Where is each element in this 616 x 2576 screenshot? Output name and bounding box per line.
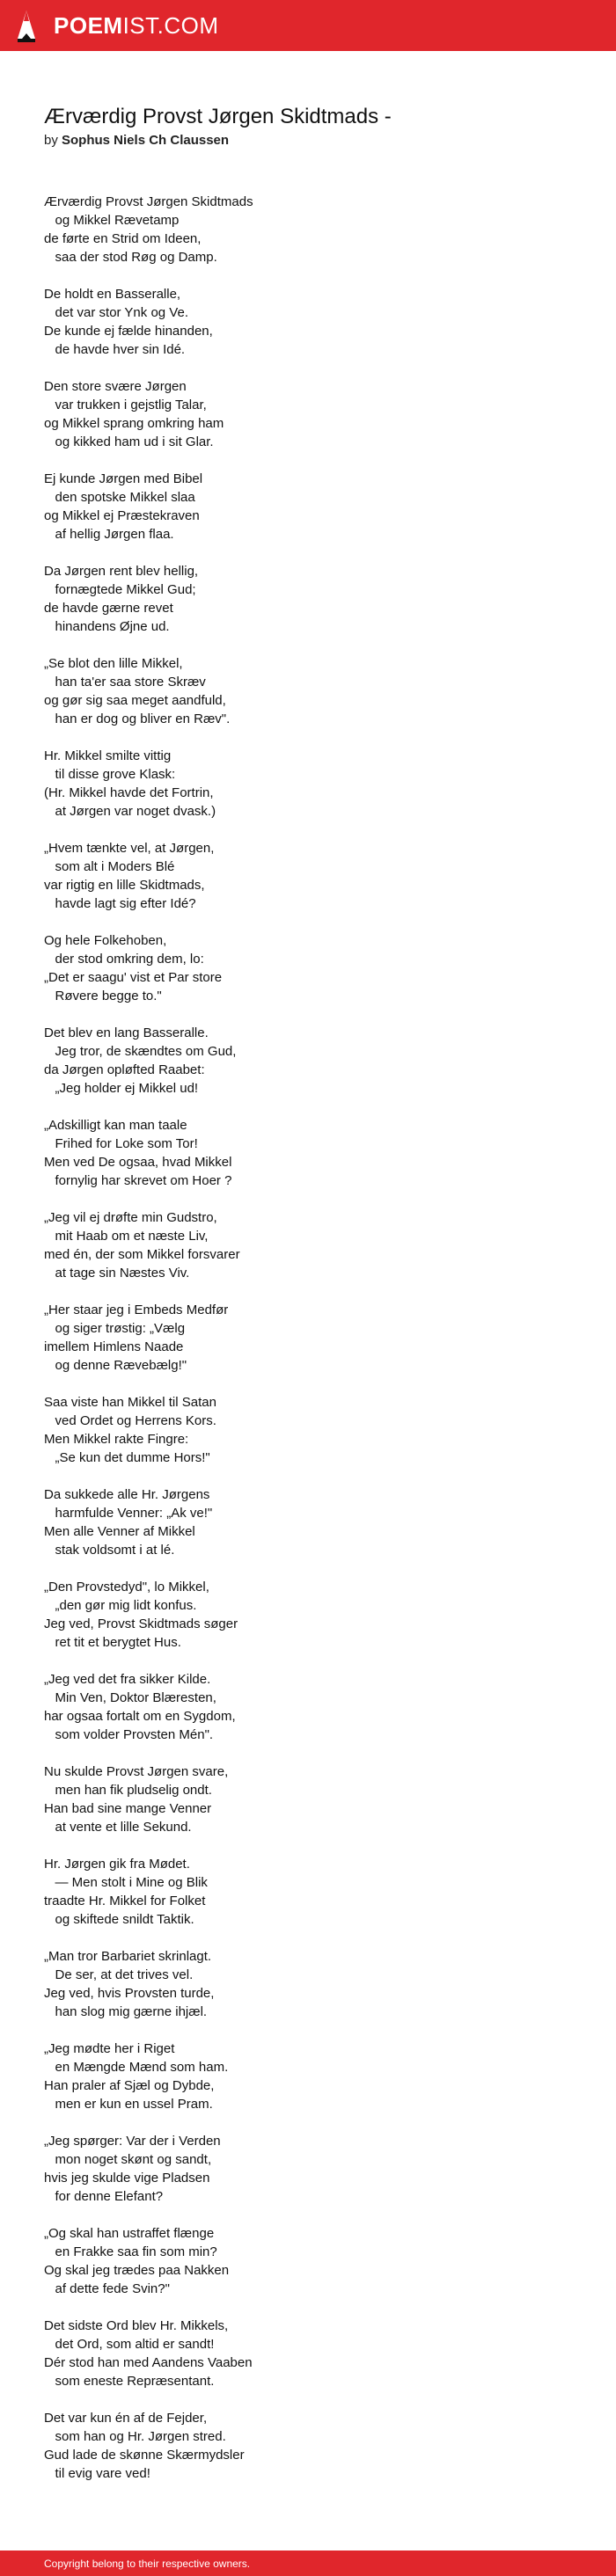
- poem-line: de førte en Strid om Ideen,: [44, 231, 202, 246]
- pen-nib-icon[interactable]: [16, 9, 37, 44]
- poem-line: „Det er saagu' vist et Par store: [44, 970, 223, 985]
- poem-stanza: [44, 285, 572, 359]
- poem-line: af hellig Jørgen flaa.: [44, 527, 174, 542]
- poem-line: De kunde ej fælde hinanden,: [44, 324, 213, 339]
- poem-stanza: [44, 747, 572, 821]
- poem-line: det Ord, som altid er sandt!: [44, 2337, 215, 2352]
- poem-line: „Se kun det dumme Hors!": [44, 1450, 210, 1465]
- poem-line: Det var kun én af de Fejder,: [44, 2411, 208, 2426]
- poem-stanza: [44, 470, 572, 544]
- poem-line: mit Haab om et næste Liv,: [44, 1229, 209, 1244]
- poem-line: og kikked ham ud i sit Glar.: [44, 434, 214, 449]
- poem-line: Han bad sine mange Venner: [44, 1801, 212, 1816]
- poem-stanza: [44, 2132, 572, 2206]
- poem-line: „Jeg mødte her i Riget: [44, 2041, 175, 2056]
- poem-line: hvis jeg skulde vige Pladsen: [44, 2171, 210, 2186]
- poem-line: havde lagt sig efter Idé?: [44, 896, 196, 911]
- poem-line: da Jørgen opløfted Raabet:: [44, 1062, 205, 1077]
- poem-line: har ogsaa fortalt om en Sygdom,: [44, 1709, 236, 1724]
- poem-line: fornægtede Mikkel Gud;: [44, 582, 196, 597]
- poem-line: Og skal jeg trædes paa Nakken: [44, 2263, 230, 2278]
- poem-stanza: [44, 193, 572, 266]
- poem-line: stak voldsomt i at lé.: [44, 1543, 175, 1558]
- poem-line: De ser, at det trives vel.: [44, 1967, 194, 1982]
- poem-line: „Adskilligt kan man taale: [44, 1118, 187, 1133]
- poem-stanza: [44, 1024, 572, 1098]
- poem-line: Røvere begge to.": [44, 989, 162, 1003]
- poem-line: der stod omkring dem, lo:: [44, 952, 204, 967]
- poem-line: for denne Elefant?: [44, 2189, 164, 2204]
- poem-line: var rigtig en lille Skidtmads,: [44, 878, 205, 893]
- poem-line: og denne Rævebælg!": [44, 1358, 187, 1373]
- poem-line: Han praler af Sjæl og Dybde,: [44, 2078, 215, 2093]
- poem-line: Ærværdig Provst Jørgen Skidtmads: [44, 194, 253, 209]
- logo-bold-text: POEM: [54, 12, 123, 39]
- poem-line: „Den Provstedyd", lo Mikkel,: [44, 1580, 209, 1594]
- poem-line: og Mikkel sprang omkring ham: [44, 416, 224, 431]
- poem-line: Jeg ved, Provst Skidtmads søger: [44, 1616, 238, 1631]
- poem-line: Ej kunde Jørgen med Bibel: [44, 471, 203, 486]
- poem-title: Ærværdig Provst Jørgen Skidtmads -: [44, 105, 392, 128]
- poem-line: „den gør mig lidt konfus.: [44, 1598, 197, 1613]
- copyright-text: Copyright belong to their respective owners.: [44, 2558, 251, 2570]
- poem-line: han ta'er saa store Skræv: [44, 675, 206, 690]
- poem-line: og siger trøstig: „Vælg: [44, 1321, 186, 1336]
- poem-line: (Hr. Mikkel havde det Fortrin,: [44, 785, 214, 800]
- poem-line: som volder Provsten Mén".: [44, 1727, 214, 1742]
- poem-line: som eneste Repræsentant.: [44, 2374, 215, 2389]
- poem-line: af dette fede Svin?": [44, 2281, 170, 2296]
- poem-line: Da Jørgen rent blev hellig,: [44, 564, 199, 579]
- poem-line: fornylig har skrevet om Hoer ?: [44, 1173, 232, 1188]
- poem-line: han slog mig gærne ihjæl.: [44, 2004, 208, 2019]
- poem-line: Den store svære Jørgen: [44, 379, 187, 394]
- poem-line: en Mængde Mænd som ham.: [44, 2060, 229, 2075]
- poem-line: at vente et lille Sekund.: [44, 1820, 192, 1835]
- poem-stanza: [44, 1670, 572, 1744]
- poem-line: harmfulde Venner: „Ak ve!": [44, 1506, 213, 1521]
- poem-line: „Hvem tænkte vel, at Jørgen,: [44, 841, 215, 856]
- poem-stanza: [44, 377, 572, 451]
- poem-stanza: [44, 562, 572, 636]
- poem-line: Saa viste han Mikkel til Satan: [44, 1395, 216, 1410]
- poem-line: det var stor Ynk og Ve.: [44, 305, 188, 320]
- poem-line: men er kun en ussel Pram.: [44, 2097, 213, 2112]
- poem-stanza: [44, 2040, 572, 2113]
- poem-line: Nu skulde Provst Jørgen svare,: [44, 1764, 229, 1779]
- poem-line: den spotske Mikkel slaa: [44, 490, 195, 505]
- poem-line: Jeg tror, de skændtes om Gud,: [44, 1044, 237, 1059]
- poem-line: „Jeg ved det fra sikker Kilde.: [44, 1672, 211, 1687]
- poem-stanza: [44, 1855, 572, 1929]
- poem-stanza: [44, 1578, 572, 1652]
- poem-stanza: [44, 1762, 572, 1836]
- site-logo[interactable]: [54, 12, 219, 39]
- poem-line: hinandens Øjne ud.: [44, 619, 170, 634]
- poem-line: Min Ven, Doktor Blæresten,: [44, 1690, 216, 1705]
- poem-line: Da sukkede alle Hr. Jørgens: [44, 1487, 210, 1502]
- poem-line: som han og Hr. Jørgen stred.: [44, 2429, 226, 2444]
- poem-line: og Mikkel Rævetamp: [44, 213, 180, 228]
- poem-line: de havde hver sin Idé.: [44, 342, 186, 357]
- poem-line: imellem Himlens Naade: [44, 1339, 184, 1354]
- poem-line: Det blev en lang Basseralle.: [44, 1025, 209, 1040]
- poem-line: var trukken i gejstlig Talar,: [44, 398, 207, 412]
- poem-line: ved Ordet og Herrens Kors.: [44, 1413, 216, 1428]
- poem-stanza: [44, 2224, 572, 2298]
- poem-line: til disse grove Klask:: [44, 767, 176, 782]
- poem-line: Hr. Mikkel smilte vittig: [44, 748, 172, 763]
- poem-line: en Frakke saa fin som min?: [44, 2244, 217, 2259]
- poem-line: „Man tror Barbariet skrinlagt.: [44, 1949, 212, 1964]
- poem-line: „Jeg spørger: Var der i Verden: [44, 2134, 221, 2149]
- site-header: [0, 0, 616, 51]
- author-link[interactable]: Sophus Niels Ch Claussen: [62, 133, 230, 148]
- poem-line: og gør sig saa meget aandfuld,: [44, 693, 226, 708]
- poem-stanza: [44, 931, 572, 1005]
- poem-body: [44, 193, 572, 2501]
- poem-line: at tage sin Næstes Viv.: [44, 1266, 190, 1281]
- poem-line: „Her staar jeg i Embeds Medfør: [44, 1303, 229, 1317]
- poem-line: ret tit et berygtet Hus.: [44, 1635, 181, 1650]
- poem-stanza: [44, 1301, 572, 1375]
- poem-line: Og hele Folkehoben,: [44, 933, 167, 948]
- poem-line: mon noget skønt og sandt,: [44, 2152, 212, 2167]
- poem-line: „Og skal han ustraffet flænge: [44, 2226, 215, 2241]
- poem-line: at Jørgen var noget dvask.): [44, 804, 216, 819]
- poem-line: med én, der som Mikkel forsvarer: [44, 1247, 240, 1262]
- poem-line: Frihed for Loke som Tor!: [44, 1136, 198, 1151]
- poem-line: og skiftede snildt Taktik.: [44, 1912, 194, 1927]
- poem-line: „Jeg holder ej Mikkel ud!: [44, 1081, 199, 1096]
- poem-line: Dér stod han med Aandens Vaaben: [44, 2355, 253, 2370]
- poem-stanza: [44, 839, 572, 913]
- poem-line: de havde gærne revet: [44, 601, 173, 616]
- poem-line: traadte Hr. Mikkel for Folket: [44, 1894, 206, 1908]
- poem-stanza: [44, 1947, 572, 2021]
- poem-line: som alt i Moders Blé: [44, 859, 175, 874]
- poem-line: Men ved De ogsaa, hvad Mikkel: [44, 1155, 232, 1170]
- poem-line: til evig vare ved!: [44, 2466, 150, 2481]
- poem-line: men han fik pludselig ondt.: [44, 1783, 212, 1798]
- poem-line: — Men stolt i Mine og Blik: [44, 1875, 208, 1890]
- poem-line: De holdt en Basseralle,: [44, 287, 181, 302]
- poem-stanza: [44, 1393, 572, 1467]
- poem-line: Hr. Jørgen gik fra Mødet.: [44, 1857, 190, 1872]
- poem-line: og Mikkel ej Præstekraven: [44, 508, 200, 523]
- site-footer: [0, 2550, 616, 2576]
- poem-line: „Se blot den lille Mikkel,: [44, 656, 183, 671]
- poem-line: Gud lade de skønne Skærmydsler: [44, 2448, 245, 2463]
- poem-stanza: [44, 1485, 572, 1559]
- byline-prefix: by: [44, 133, 62, 148]
- poem-stanza: [44, 1116, 572, 1190]
- logo-light-text: IST.COM: [122, 12, 219, 39]
- poem-stanza: [44, 2409, 572, 2483]
- poem-byline: [44, 132, 229, 150]
- poem-line: Jeg ved, hvis Provsten turde,: [44, 1986, 215, 2001]
- poem-line: saa der stod Røg og Damp.: [44, 250, 217, 265]
- poem-stanza: [44, 2317, 572, 2390]
- poem-line: Det sidste Ord blev Hr. Mikkels,: [44, 2318, 229, 2333]
- poem-line: Men alle Venner af Mikkel: [44, 1524, 195, 1539]
- poem-stanza: [44, 654, 572, 728]
- poem-line: Men Mikkel rakte Fingre:: [44, 1432, 189, 1447]
- poem-line: han er dog og bliver en Ræv".: [44, 712, 231, 726]
- poem-stanza: [44, 1208, 572, 1282]
- poem-line: „Jeg vil ej drøfte min Gudstro,: [44, 1210, 217, 1225]
